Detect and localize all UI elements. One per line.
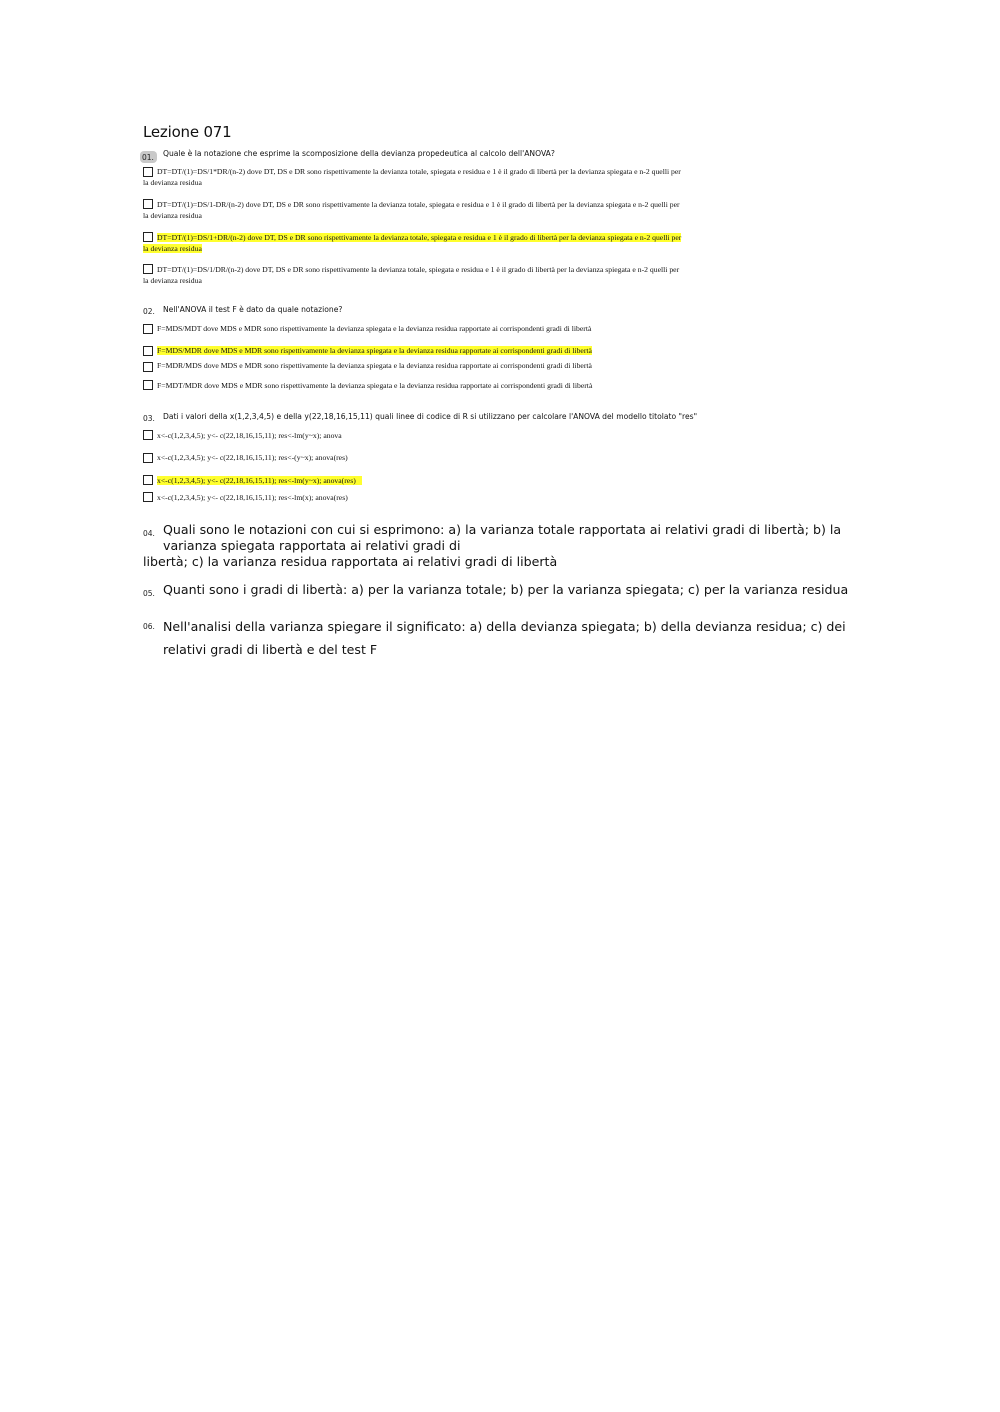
question-number: 06. <box>143 622 155 631</box>
question-number: 05. <box>143 589 155 598</box>
question-text: Quale è la notazione che esprime la scomposizione della devianza propedeutica al calcolo dell'ANOVA? <box>163 149 555 158</box>
question-text: Nell'ANOVA il test F è dato da quale notazione? <box>163 305 343 314</box>
open-question: Nell'analisi della varianza spiegare il significato: a) della devianza spiegata; b) della devianza residua; c) dei relativi gradi di libertà e del test F <box>163 619 846 657</box>
answer-option: x<-c(1,2,3,4,5); y<- c(22,18,16,15,11); res<-lm(x); anova(res) <box>157 493 348 502</box>
open-question: Quanti sono i gradi di libertà: a) per la varianza totale; b) per la varianza spiegata; c) per la varianza residua <box>163 582 849 597</box>
question-number: 04. <box>143 529 155 538</box>
answer-option: x<-c(1,2,3,4,5); y<- c(22,18,16,15,11); res<-lm(y~x); anova <box>157 431 342 440</box>
open-question: Quali sono le notazioni con cui si esprimono: a) la varianza totale rapportata ai relativi gradi di libertà; b) la varianza spiegata rapportata ai relativi gradi di <box>163 522 842 553</box>
answer-option-highlighted: DT=DT/(1)=DS/1+DR/(n-2) dove DT, DS e DR sono rispettivamente la devianza totale, spiegata e residua e 1 è il grado di libertà per la devianza spiegata e n-2 quelli per la devianza residua <box>143 233 682 253</box>
answer-option: F=MDT/MDR dove MDS e MDR sono rispettivamente la devianza spiegata e la devianza residua rapportate ai corrispondenti gradi di libertà <box>157 381 593 390</box>
answer-option-highlighted: x<-c(1,2,3,4,5); y<- c(22,18,16,15,11); res<-lm(y~x); anova(res) <box>143 475 843 486</box>
answer-option: F=MDR/MDS dove MDS e MDR sono rispettivamente la devianza spiegata e la devianza residua rapportate ai corrispondenti gradi di libertà <box>157 361 592 370</box>
question-number: 03. <box>143 414 155 423</box>
page-title: Lezione 071 <box>143 123 232 141</box>
question-number: 02. <box>143 307 155 316</box>
open-question-continuation: libertà; c) la varianza residua rapportata ai relativi gradi di libertà <box>143 554 558 569</box>
answer-option: DT=DT/(1)=DS/1/DR/(n-2) dove DT, DS e DR sono rispettivamente la devianza totale, spiegata e residua e 1 è il grado di libertà per la devianza spiegata e n-2 quelli per la devianza residua <box>143 265 680 285</box>
answer-option: DT=DT/(1)=DS/1-DR/(n-2) dove DT, DS e DR sono rispettivamente la devianza totale, spiegata e residua e 1 è il grado di libertà per la devianza spiegata e n-2 quelli per la devianza residua <box>143 200 680 220</box>
answer-option-highlighted: F=MDS/MDR dove MDS e MDR sono rispettivamente la devianza spiegata e la devianza residua rapportate ai corrispondenti gradi di libertà <box>157 346 592 355</box>
question-text: Dati i valori della x(1,2,3,4,5) e della y(22,18,16,15,11) quali linee di codice di R si utilizzano per calcolare l'ANOVA del modello titolato "res" <box>163 412 698 421</box>
question-number: 01. <box>140 151 157 163</box>
answer-option: F=MDS/MDT dove MDS e MDR sono rispettivamente la devianza spiegata e la devianza residua rapportate ai corrispondenti gradi di libertà <box>157 324 592 333</box>
answer-option: DT=DT/(1)=DS/1*DR/(n-2) dove DT, DS e DR sono rispettivamente la devianza totale, spiegata e residua e 1 è il grado di libertà per la devianza spiegata e n-2 quelli per la devianza residua <box>143 167 681 187</box>
answer-option: x<-c(1,2,3,4,5); y<- c(22,18,16,15,11); res<-(y~x); anova(res) <box>157 453 348 462</box>
